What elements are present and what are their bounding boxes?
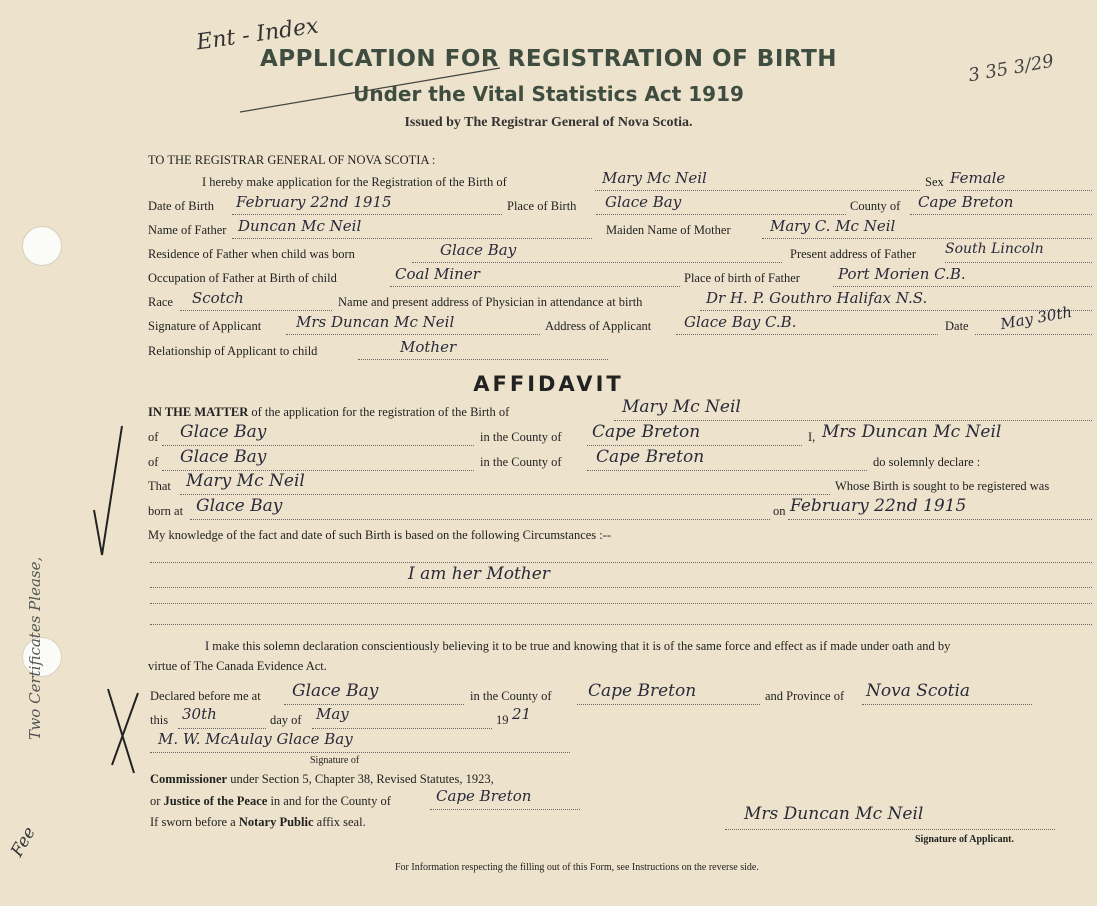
form-subtitle: Under the Vital Statistics Act 1919 [353,82,744,106]
punch-hole-top [22,226,62,266]
circumstance-line-3 [150,603,1092,604]
present-addr-label: Present address of Father [790,247,917,261]
county2-label: in the County of [480,455,562,469]
form-issuer: Issued by The Registrar General of Nova Scotia. [404,115,693,130]
of1-value[interactable]: Glace Bay [180,422,267,442]
cross-mark-icon [104,685,144,775]
county1-line [587,445,802,446]
of1-line [162,445,474,446]
physician-label: Name and present address of Physician in attendance at birth [338,295,643,309]
matter-text: of the application for the registration of the Birth of [251,405,510,419]
county2-value[interactable]: Cape Breton [596,447,705,467]
child-name-value[interactable]: Mary Mc Neil [602,169,707,187]
matter-bold: IN THE MATTER [148,405,249,419]
solemn-line-1: I make this solemn declaration conscientiously believing it to be true and knowing that it is of the same force and effect as if made under oath and by [205,639,951,653]
relationship-line [358,359,608,360]
present-addr-line [945,262,1092,263]
dob-line [232,214,502,215]
addressee: TO THE REGISTRAR GENERAL OF NOVA SCOTIA : [148,153,436,167]
relationship-value[interactable]: Mother [400,338,457,356]
occupation-label: Occupation of Father at Birth of child [148,271,337,285]
province-line [862,704,1032,705]
father-pob-value[interactable]: Port Morien C.B. [838,265,966,283]
app-addr-value[interactable]: Glace Bay C.B. [684,313,797,331]
declarant-value[interactable]: Mrs Duncan Mc Neil [822,422,1002,442]
intro-label: I hereby make application for the Registration of the Birth of [202,175,507,189]
solemn-line-2: virtue of The Canada Evidence Act. [148,659,327,673]
that-name-value[interactable]: Mary Mc Neil [186,471,305,491]
knowledge-label: My knowledge of the fact and date of such Birth is based on the following Circumstances :-- [148,528,612,542]
justice-bold: Justice of the Peace [163,794,268,808]
year-prefix: 19 [496,713,509,727]
justice-line [150,794,391,809]
province-value[interactable]: Nova Scotia [866,681,971,701]
sex-line [947,190,1092,191]
day-of-label: day of [270,713,302,727]
app-addr-label: Address of Applicant [545,319,652,333]
county1-value[interactable]: Cape Breton [592,422,701,442]
circumstance-line-4 [150,624,1092,625]
matter-label [148,405,509,420]
occupation-value[interactable]: Coal Miner [395,265,480,283]
date-line [975,334,1092,335]
app-addr-line [676,334,938,335]
this-label: this [150,713,169,727]
commissioner-sig-value[interactable]: M. W. McAulay Glace Bay [158,730,353,748]
notary-line [150,815,366,830]
that-line [180,494,830,495]
sig-label: Signature of Applicant [148,319,262,333]
declared-at-line [284,704,464,705]
born-at-line [190,519,770,520]
race-value[interactable]: Scotch [192,289,244,307]
present-addr-value[interactable]: South Lincoln [945,241,1044,257]
father-pob-label: Place of birth of Father [684,271,800,285]
dob-value[interactable]: February 22nd 1915 [236,193,392,211]
race-line [180,310,332,311]
notary-prefix: If sworn before a [150,815,236,829]
i-label: I, [808,430,816,444]
of2-label: of [148,455,159,469]
pob-line [596,214,846,215]
mother-line [762,238,1092,239]
month-value[interactable]: May [316,705,349,723]
justice-text: in and for the County of [270,794,391,808]
commissioner-bold: Commissioner [150,772,228,786]
commissioner-text: under Section 5, Chapter 38, Revised Statutes, 1923, [230,772,494,786]
race-label: Race [148,295,173,309]
sig-line [286,334,540,335]
declared-county-value[interactable]: Cape Breton [588,681,697,701]
born-at-value[interactable]: Glace Bay [196,496,283,516]
born-on-line [788,519,1092,520]
declared-county-line [577,704,760,705]
commissioner-line [150,772,494,787]
residence-label: Residence of Father when child was born [148,247,355,261]
date-label: Date [945,319,969,333]
date-value[interactable]: May 30th [998,302,1074,334]
relationship-label: Relationship of Applicant to child [148,344,318,358]
justice-county-value[interactable]: Cape Breton [436,787,532,805]
matter-name-line [614,420,1092,421]
residence-value[interactable]: Glace Bay [440,241,517,259]
circumstance-line-2 [150,587,1092,588]
declared-label: Declared before me at [150,689,261,703]
circumstance-value[interactable]: I am her Mother [408,564,550,584]
day-value[interactable]: 30th [182,705,217,723]
residence-line [412,262,782,263]
born-at-label: born at [148,504,184,518]
circumstance-line-1 [150,562,1092,563]
or-label: or [150,794,161,808]
check-mark-icon [88,420,128,620]
born-on-value[interactable]: February 22nd 1915 [790,496,967,516]
commissioner-sig-line [150,752,570,753]
form-title: APPLICATION FOR REGISTRATION OF BIRTH [259,46,838,72]
of1-label: of [148,430,159,444]
annotation-left-margin: Two Certificates Please, [26,556,44,740]
mother-label: Maiden Name of Mother [606,223,731,237]
province-label: and Province of [765,689,845,703]
affidavit-heading: AFFIDAVIT [473,372,624,396]
county1-label: in the County of [480,430,562,444]
month-line [312,728,492,729]
pob-label: Place of Birth [507,199,577,213]
sig-value[interactable]: Mrs Duncan Mc Neil [296,313,455,331]
annotation-bottom-left: Fee [7,823,40,861]
annotation-top-left: Ent - Index [194,13,321,56]
declared-county-label: in the County of [470,689,552,703]
mother-value[interactable]: Mary C. Mc Neil [770,217,896,235]
county-label: County of [850,199,901,213]
applicant-sig-line [725,829,1055,830]
county2-line [587,470,867,471]
sig-of-label: Signature of [310,755,360,766]
sex-value[interactable]: Female [950,169,1006,187]
child-name-line [595,190,920,191]
applicant-sig-label: Signature of Applicant. [915,834,1014,845]
father-pob-line [833,286,1092,287]
father-label: Name of Father [148,223,227,237]
county-value[interactable]: Cape Breton [918,193,1014,211]
year-suffix-value[interactable]: 21 [512,705,532,723]
on-label: on [773,504,786,518]
that-label: That [148,479,171,493]
whose-birth-label: Whose Birth is sought to be registered was [835,479,1050,493]
notary-suffix: affix seal. [316,815,366,829]
county-line [910,214,1092,215]
notary-bold: Notary Public [238,815,314,829]
day-line [178,728,266,729]
pob-value[interactable]: Glace Bay [605,193,682,211]
declared-at-value[interactable]: Glace Bay [292,681,379,701]
matter-name-value[interactable]: Mary Mc Neil [622,397,741,417]
solemnly-label: do solemnly declare : [873,455,981,469]
footer-note: For Information respecting the filling out of this Form, see Instructions on the reverse side. [395,862,759,873]
dob-label: Date of Birth [148,199,214,213]
father-value[interactable]: Duncan Mc Neil [238,217,362,235]
physician-value[interactable]: Dr H. P. Gouthro Halifax N.S. [706,289,928,307]
of2-value[interactable]: Glace Bay [180,447,267,467]
sex-label: Sex [925,175,944,189]
applicant-sig-value[interactable]: Mrs Duncan Mc Neil [744,804,924,824]
annotation-top-right: 3 35 3/29 [966,50,1056,87]
justice-county-line [430,809,580,810]
father-line [232,238,592,239]
occupation-line [390,286,680,287]
